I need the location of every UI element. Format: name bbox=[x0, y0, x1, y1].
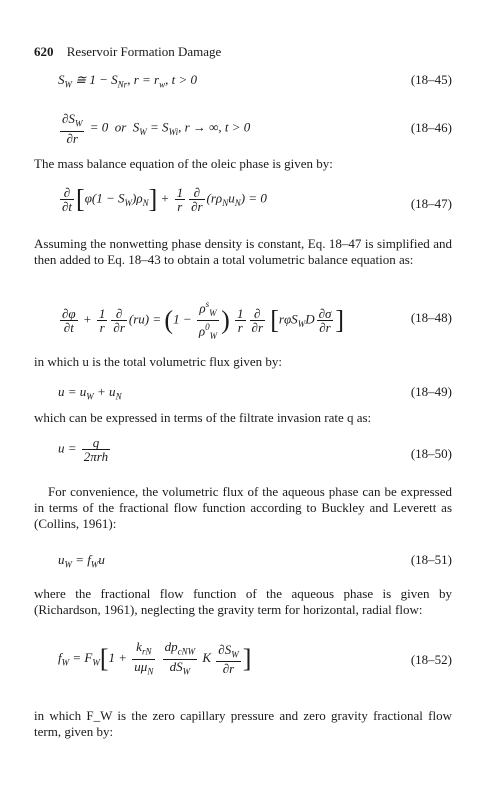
paragraph: in which u is the total volumetric flux given by: bbox=[34, 354, 283, 369]
equation-number: (18–51) bbox=[410, 552, 452, 567]
paragraph: For convenience, the volumetric flux of the aqueous phase can be expressed in terms of the fractional flow function according to Buckley and Leverett as (Collins, 1961): bbox=[34, 484, 452, 531]
paragraph: Assuming the nonwetting phase density is constant, Eq. 18–47 is simplified and then added to Eq. 18–43 to obtain a total volumetric balance equation as: bbox=[34, 236, 452, 267]
paragraph: which can be expressed in terms of the filtrate invasion rate q as: bbox=[34, 410, 372, 425]
equation-18-46: $\frac{\partial S_W}{\partial r}$ = 0 or $S_W = S_{Wi}$, r → ∞, t > 0 (18–46) bbox=[62, 111, 452, 146]
equation-18-45: $S_W$ ≅ $1 - S_{Nr}$, $r = r_w$, t > 0 (18–45) bbox=[58, 72, 452, 90]
running-title: Reservoir Formation Damage bbox=[66, 44, 222, 59]
equation-number: (18–46) bbox=[410, 120, 452, 135]
equation-18-52: $f_W = F_W[1$ + $\frac{k_{rN}}{u\mu_N}$ $\frac{dp_{cNW}}{dS_W}$ K $\frac{\partial S_W}{\partial r}$ ] (18–52) bbox=[58, 639, 452, 677]
paragraph: The mass balance equation of the oleic phase is given by: bbox=[34, 156, 333, 171]
running-header bbox=[34, 44, 221, 60]
equation-number: (18–49) bbox=[410, 384, 452, 399]
equation-18-51: $u_W = f_Wu$ (18–51) bbox=[58, 552, 452, 570]
equation-number: (18–50) bbox=[410, 446, 452, 461]
equation-18-48: $\frac{\partial\varphi}{\partial t}$ + $\frac{1}{r}$ $\frac{\partial}{\partial r}$ (ru) = (1 − $\frac{\rho^s_W}{\rho^0_W}$ ) $\frac{1}{r}$ $\frac{\partial}{\partial r}$ [rφS$_W$D $\frac{\partial\sigma}{\partial r}$ ] (18–48) bbox=[62, 299, 452, 341]
paragraph: in which F_W is the zero capillary pressure and zero gravity fractional flow term, given by: bbox=[34, 708, 452, 739]
equation-18-47: $\frac{\partial}{\partial t}$ $[\varphi(1 - S_W)\rho_N]$ + $\frac{1}{r}$ $\frac{\partial}{\partial r}$ $(r\rho_Nu_N) = 0$ (18–47) bbox=[62, 184, 452, 214]
equation-number: (18–52) bbox=[410, 652, 452, 667]
paragraph: where the fractional flow function of the aqueous phase is given by (Richardson, 1961), neglecting the gravity term for horizontal, radial flow: bbox=[34, 586, 452, 617]
equation-18-50: u = $\frac{q}{\text{2πrh}}$ (18–50) bbox=[58, 435, 452, 464]
equation-number: (18–48) bbox=[410, 310, 452, 325]
equation-number: (18–45) bbox=[410, 72, 452, 87]
page-number: 620 bbox=[34, 44, 54, 59]
equation-18-49: $u = u_W + u_N$ (18–49) bbox=[58, 384, 452, 402]
equation-number: (18–47) bbox=[410, 196, 452, 211]
